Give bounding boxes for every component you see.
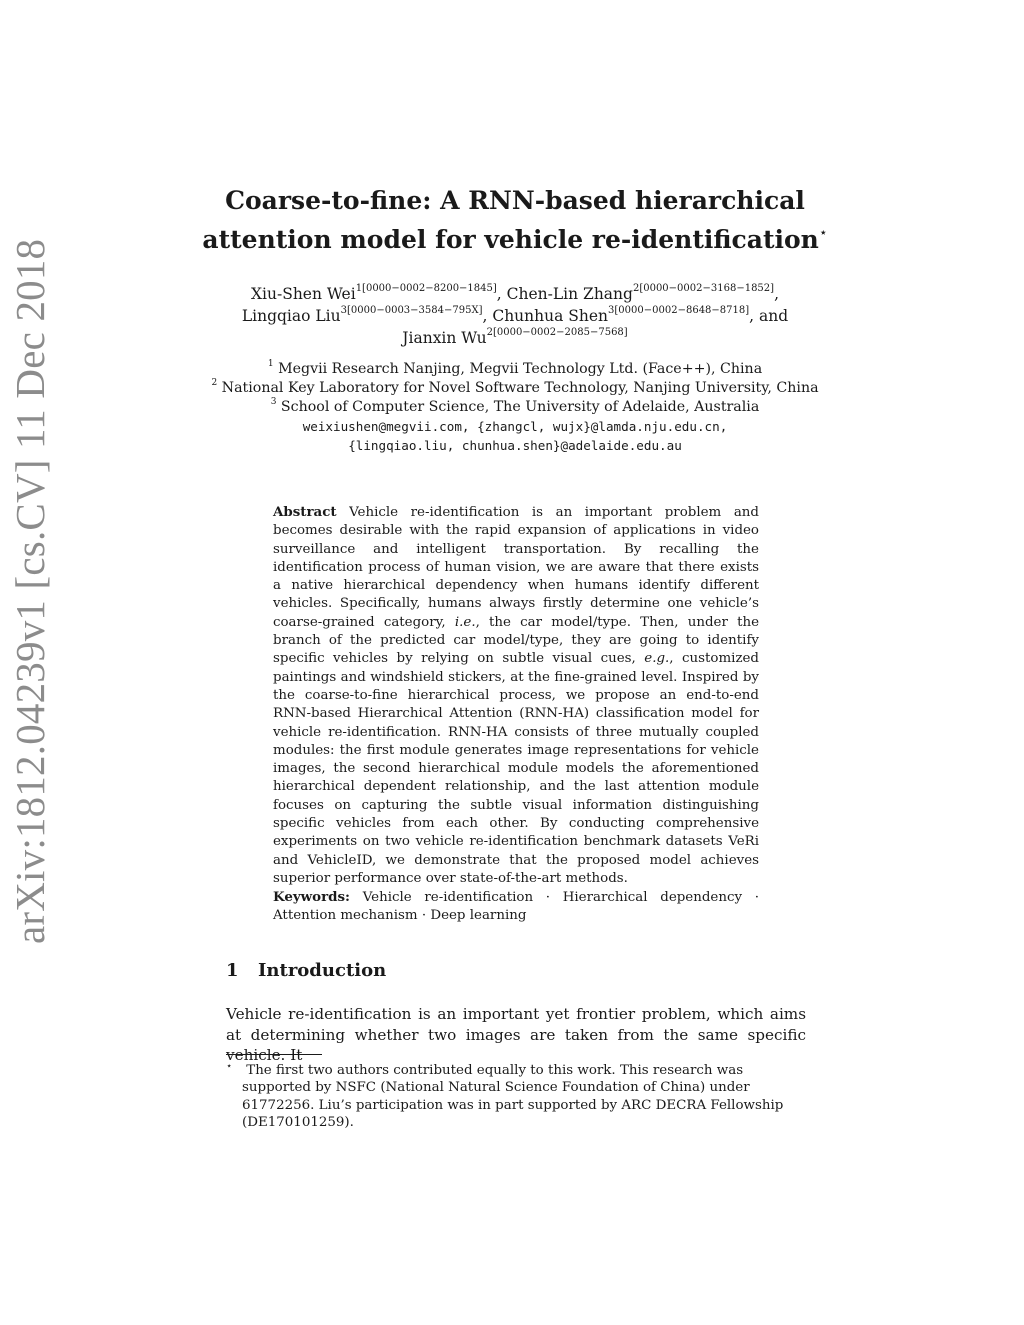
section-heading-introduction: [226, 960, 386, 981]
footnote-star: ⋆: [226, 1061, 233, 1072]
author-name: , Chen-Lin Zhang: [496, 285, 633, 303]
author-line-3: [180, 327, 850, 349]
paper-title: [120, 184, 910, 256]
affiliation-number: 2: [211, 378, 218, 388]
author-line-1: [180, 283, 850, 305]
author-orcid: 2[0000−0002−3168−1852]: [632, 283, 775, 294]
affiliation-text: National Key Laboratory for Novel Software Technology, Nanjing University, China: [217, 380, 819, 396]
affiliation-3: [160, 398, 870, 417]
affiliation-number: 3: [270, 397, 277, 407]
affiliation-2: [160, 379, 870, 398]
title-footnote-star: ⋆: [818, 225, 828, 241]
author-list: [180, 283, 850, 349]
affiliation-text: School of Computer Science, The University of Adelaide, Australia: [276, 399, 760, 415]
author-orcid: 1[0000−0002−8200−1845]: [355, 283, 497, 294]
author-separator: ,: [774, 285, 779, 303]
footnote-text: The first two authors contributed equally to this work. This research was supported by NSFC (National Natural Science Foundation of China) under 61772256. Liu’s participation was in part supported by ARC DECRA Fellowship (DE170101259).: [242, 1063, 784, 1131]
title-line-1: Coarse-to-fine: A RNN-based hierarchical: [225, 186, 805, 215]
author-name: , Chunhua Shen: [482, 307, 609, 325]
introduction-paragraph: Vehicle re-identification is an important yet frontier problem, which aims at determining whether two images are taken from the same specific vehicle. It: [226, 1005, 806, 1064]
author-orcid: 3[0000−0003−3584−795X]: [340, 305, 483, 316]
email-line-2: {lingqiao.liu, chunhua.shen}@adelaide.edu.au: [348, 438, 682, 453]
author-name: Jianxin Wu: [402, 329, 487, 347]
title-line-2-text: attention model for vehicle re-identification: [202, 225, 819, 254]
abstract-paragraph: [273, 503, 759, 888]
author-orcid: 3[0000−0002−8648−8718]: [608, 305, 750, 316]
author-line-2: [180, 305, 850, 327]
abstract: [273, 503, 759, 888]
section-title: Introduction: [258, 960, 387, 981]
keywords-paragraph: [273, 888, 759, 926]
footnote-paragraph: [226, 1058, 806, 1132]
keywords-text: Vehicle re-identification · Hierarchical dependency · Attention mechanism · Deep learning: [273, 890, 759, 924]
author-separator: , and: [749, 307, 789, 325]
abstract-text-1: Vehicle re-identification is an important problem and becomes desirable with the rapid expansion of applications in video surveillance and intelligent transportation. By recalling the identification process of human vision, we are aware that there exists a native hierarchical dependency when humans identify different vehicles. Specifically, humans always firstly determine one vehicle’s coarse-grained category,: [273, 505, 759, 630]
keywords: [273, 888, 759, 926]
affiliations: [160, 360, 870, 455]
arxiv-side-stamp: arXiv:1812.04239v1 [cs.CV] 11 Dec 2018: [7, 238, 53, 944]
abstract-ie: i.e.: [454, 614, 476, 630]
affiliation-text: Megvii Research Nanjing, Megvii Technology Ltd. (Face++), China: [273, 361, 763, 377]
abstract-label: Abstract: [273, 504, 337, 520]
author-orcid: 2[0000−0002−2085−7568]: [486, 327, 628, 338]
keywords-label: Keywords:: [273, 889, 351, 905]
section-number: 1: [226, 960, 239, 981]
title-line-2: [120, 217, 910, 256]
abstract-text-2: , the car model/type. Then, under the branch of the predicted car model/type, they are going to identify specific vehicles by relying on subtle visual cues,: [273, 614, 759, 667]
affiliation-number: 1: [267, 359, 274, 369]
affiliation-1: [160, 360, 870, 379]
author-name: Xiu-Shen Wei: [250, 285, 356, 303]
abstract-eg: e.g.: [644, 651, 670, 667]
footnote-rule: [226, 1054, 322, 1055]
introduction-body: [226, 1004, 806, 1066]
footnote: [226, 1058, 806, 1132]
abstract-text-3: , customized paintings and windshield stickers, at the fine-grained level. Inspired by the coarse-to-fine hierarchical process, we propose an end-to-end RNN-based Hierarchical Attention (RNN-HA) classification model for vehicle re-identification. RNN-HA consists of three mutually coupled modules: the first module generates image representations for vehicle images, the second hierarchical module models the aforementioned hierarchical dependent relationship, and the last attention module focuses on capturing the subtle visual information distinguishing specific vehicles from each other. By conducting comprehensive experiments on two vehicle re-identification benchmark datasets VeRi and VehicleID, we demonstrate that the proposed model achieves superior performance over state-of-the-art methods.: [273, 651, 759, 886]
author-name: Lingqiao Liu: [241, 307, 341, 325]
email-line-1: weixiushen@megvii.com, {zhangcl, wujx}@lamda.nju.edu.cn,: [302, 419, 728, 434]
